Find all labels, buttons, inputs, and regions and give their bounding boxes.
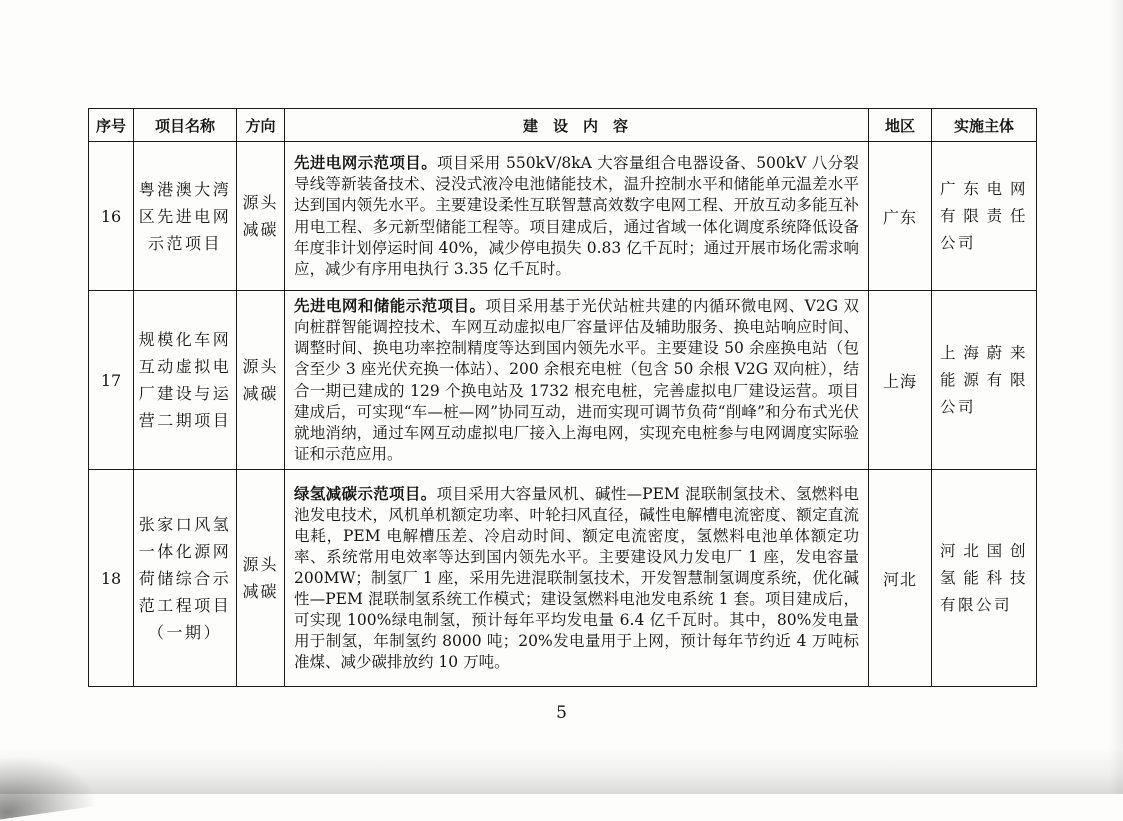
- scan-edge-artifact: [0, 748, 1123, 794]
- entity-cell: 上海蔚来能源有限公司: [932, 291, 1037, 470]
- entity-cell: 河北国创氢能科技有限公司: [932, 470, 1037, 687]
- entity-cell: 广东电网有限责任公司: [932, 142, 1037, 291]
- region-cell: 广东: [869, 142, 932, 291]
- project-name-cell: 粤港澳大湾区先进电网示范项目: [134, 142, 237, 291]
- content-lead-text: 先进电网示范项目。: [294, 153, 438, 173]
- content-cell: [285, 470, 869, 687]
- content-lead-text: 绿氢减碳示范项目。: [294, 483, 437, 503]
- direction-cell: 源头减碳: [237, 291, 285, 470]
- content-cell: [285, 291, 869, 470]
- seq-cell: 16: [89, 142, 134, 291]
- region-cell: 河北: [869, 470, 932, 687]
- project-table: [88, 108, 1037, 687]
- content-lead-text: 先进电网和储能示范项目。: [294, 296, 486, 316]
- header-entity: 实施主体: [932, 109, 1037, 142]
- region-cell: 上海: [869, 291, 932, 470]
- content-body-text: 项目采用 550kV/8kA 大容量组合电器设备、500kV 八分裂导线等新装备技术、浸没式液冷电池储能技术，温升控制水平和储能单元温差水平达到国内领先水平。主要建设柔性互联智慧高效数字电网工程、开放互动多能互补用电工程、多元新型储能工程等。项目建成后，通过省域一体化调度系统降低设备年度非计划停运时间 40%，减少停电损失 0.83 亿千瓦时；通过开展市场化需求响应，减少有序用电执行 3.35 亿千瓦时。: [294, 154, 859, 278]
- seq-cell: 18: [89, 470, 134, 687]
- table-row: [89, 470, 1037, 687]
- header-content: 建设内容: [285, 109, 869, 142]
- scan-corner-artifact: [0, 747, 96, 821]
- project-name-cell: 张家口风氢一体化源网荷储综合示范工程项目（一期）: [134, 470, 237, 687]
- table-row: [89, 142, 1037, 291]
- seq-cell: 17: [89, 291, 134, 470]
- project-name-cell: 规模化车网互动虚拟电厂建设与运营二期项目: [134, 291, 237, 470]
- header-seq: 序号: [89, 109, 134, 142]
- header-project-name: 项目名称: [134, 109, 237, 142]
- table-row: [89, 291, 1037, 470]
- scan-edge-artifact: [1109, 0, 1123, 794]
- content-body-text: 项目采用大容量风机、碱性—PEM 混联制氢技术、氢燃料电池发电技术，风机单机额定功率、叶轮扫风直径，碱性电解槽电流密度、额定直流电耗，PEM 电解槽压差、冷启动时间、额定电流密度，氢燃料电池单体额定功率、系统常用电效率等达到国内领先水平。主要建设风力发电厂 1 座，发电容量 200MW；制氢厂 1 座，采用先进混联制氢技术，开发智慧制氢调度系统，优化碱性—PEM 混联制氢系统工作模式；建设氢燃料电池发电系统 1 套。项目建成后，可实现 100%绿电制氢，预计每年平均发电量 6.4 亿千瓦时。其中，80%发电量用于制氢，年制氢约 8000 吨；20%发电量用于上网，预计每年节约近 4 万吨标准煤、减少碳排放约 10 万吨。: [294, 484, 859, 672]
- table-header-row: [89, 109, 1037, 142]
- content-body-text: 项目采用基于光伏站桩共建的内循环微电网、V2G 双向桩群智能调控技术、车网互动虚拟电厂容量评估及辅助服务、换电站响应时间、调整时间、换电功率控制精度等达到国内领先水平。主要建设 50 余座换电站（包含至少 3 座光伏充换一体站）、200 余根充电桩（包含 50 余根 V2G 双向桩），结合一期已建成的 129 个换电站及 1732 根充电桩，完善虚拟电厂建设运营。项目建成后，可实现“车—桩—网”协同互动，进而实现可调节负荷“削峰”和分布式光伏就地消纳，通过车网互动虚拟电厂接入上海电网，实现充电桩参与电网调度实际验证和示范应用。: [294, 297, 859, 463]
- header-direction: 方向: [237, 109, 285, 142]
- header-region: 地区: [869, 109, 932, 142]
- content-cell: [285, 142, 869, 291]
- page-number: 5: [556, 703, 567, 723]
- direction-cell: 源头减碳: [237, 470, 285, 687]
- direction-cell: 源头减碳: [237, 142, 285, 291]
